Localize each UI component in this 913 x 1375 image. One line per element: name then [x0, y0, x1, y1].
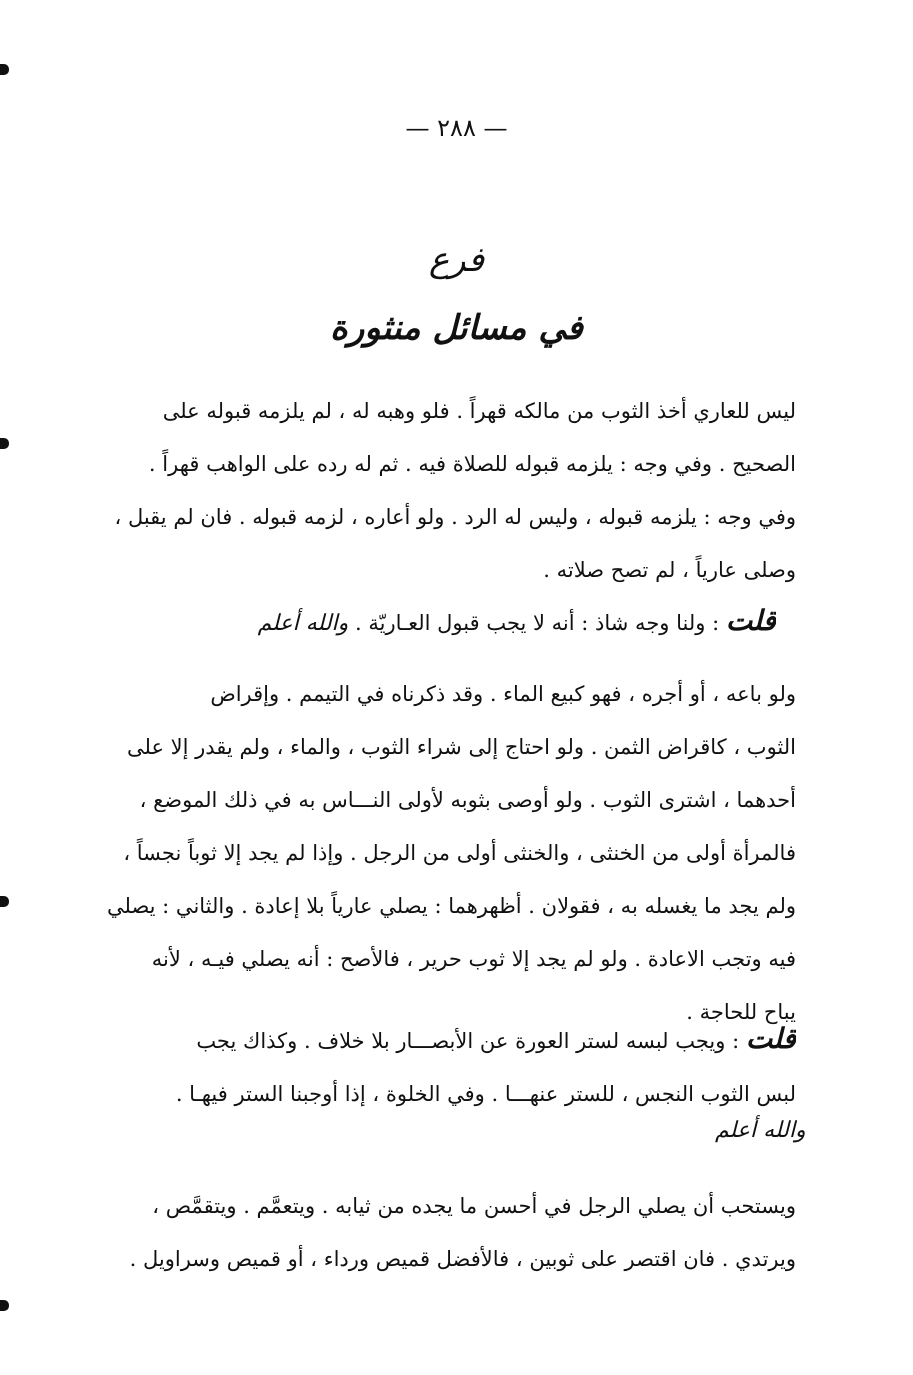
qult-label: قلت: [725, 604, 776, 637]
text-line: ويرتدي . فان اقتصر على ثوبين ، فالأفضل قميص ورداء ، أو قميص وسراويل .: [129, 1247, 796, 1271]
section-title: في مسائل منثورة: [330, 308, 583, 348]
binding-mark: [0, 896, 9, 907]
text-line: ولو باعه ، أو أجره ، فهو كبيع الماء . وقد ذكرناه في التيمم . وإقراض: [210, 682, 796, 706]
paragraph-5: [78, 1180, 796, 1286]
text-line: ولم يجد ما يغسله به ، فقولان . أظهرهما : يصلي عارياً بلا إعادة . والثاني : يصلي: [107, 894, 796, 918]
text-line: الصحيح . وفي وجه : يلزمه قبوله للصلاة فيه . ثم له رده على الواهب قهراً .: [148, 452, 796, 476]
binding-mark: [0, 64, 9, 75]
paragraph-1: [78, 385, 796, 597]
wallahu-alam: والله أعلم: [257, 611, 349, 636]
text-line: فالمرأة أولى من الخنثى ، والخنثى أولى من الرجل . وإذا لم يجد إلا ثوباً نجساً ،: [123, 841, 796, 865]
text-line: ويستحب أن يصلي الرجل في أحسن ما يجده من ثيابه . ويتعمَّم . ويتقمَّص ،: [152, 1194, 796, 1218]
text-line: لبس الثوب النجس ، للستر عنهـــا . وفي الخلوة ، إذا أوجبنا الستر فيهـا .: [175, 1082, 796, 1106]
text-line: فيه وتجب الاعادة . ولو لم يجد إلا ثوب حرير ، فالأصح : أنه يصلي فيـه ، لأنه: [151, 947, 796, 971]
paragraph-2: [78, 594, 796, 650]
binding-mark: [0, 1300, 9, 1311]
qult-label: قلت: [745, 1022, 796, 1055]
binding-mark: [0, 438, 9, 449]
page-number: — ٢٨٨ —: [405, 114, 508, 142]
text-line: الثوب ، كاقراض الثمن . ولو احتاج إلى شراء الثوب ، والماء ، ولم يقدر إلا على: [127, 735, 796, 759]
section-label: فرع: [428, 240, 485, 280]
text-fragment: : ولنا وجه شاذ : أنه لا يجب قبول العـاريّة .: [354, 611, 720, 635]
text-line: وفي وجه : يلزمه قبوله ، وليس له الرد . ولو أعاره ، لزمه قبوله . فان لم يقبل ،: [114, 505, 796, 529]
paragraph-3: [78, 668, 796, 1039]
wallahu-alam: والله أعلم: [715, 1118, 806, 1143]
text-fragment: : ويجب لبسه لستر العورة عن الأبصـــار بلا خلاف . وكذاك يجب: [196, 1029, 740, 1053]
text-line: أحدهما ، اشترى الثوب . ولو أوصى بثوبه لأولى النـــاس به في ذلك الموضع ،: [139, 788, 796, 812]
text-line: يباح للحاجة .: [686, 1000, 796, 1024]
text-line: ليس للعاري أخذ الثوب من مالكه قهراً . فلو وهبه له ، لم يلزمه قبوله على: [162, 399, 796, 423]
paragraph-4: [78, 1012, 796, 1121]
text-line: وصلى عارياً ، لم تصح صلاته .: [543, 558, 796, 582]
